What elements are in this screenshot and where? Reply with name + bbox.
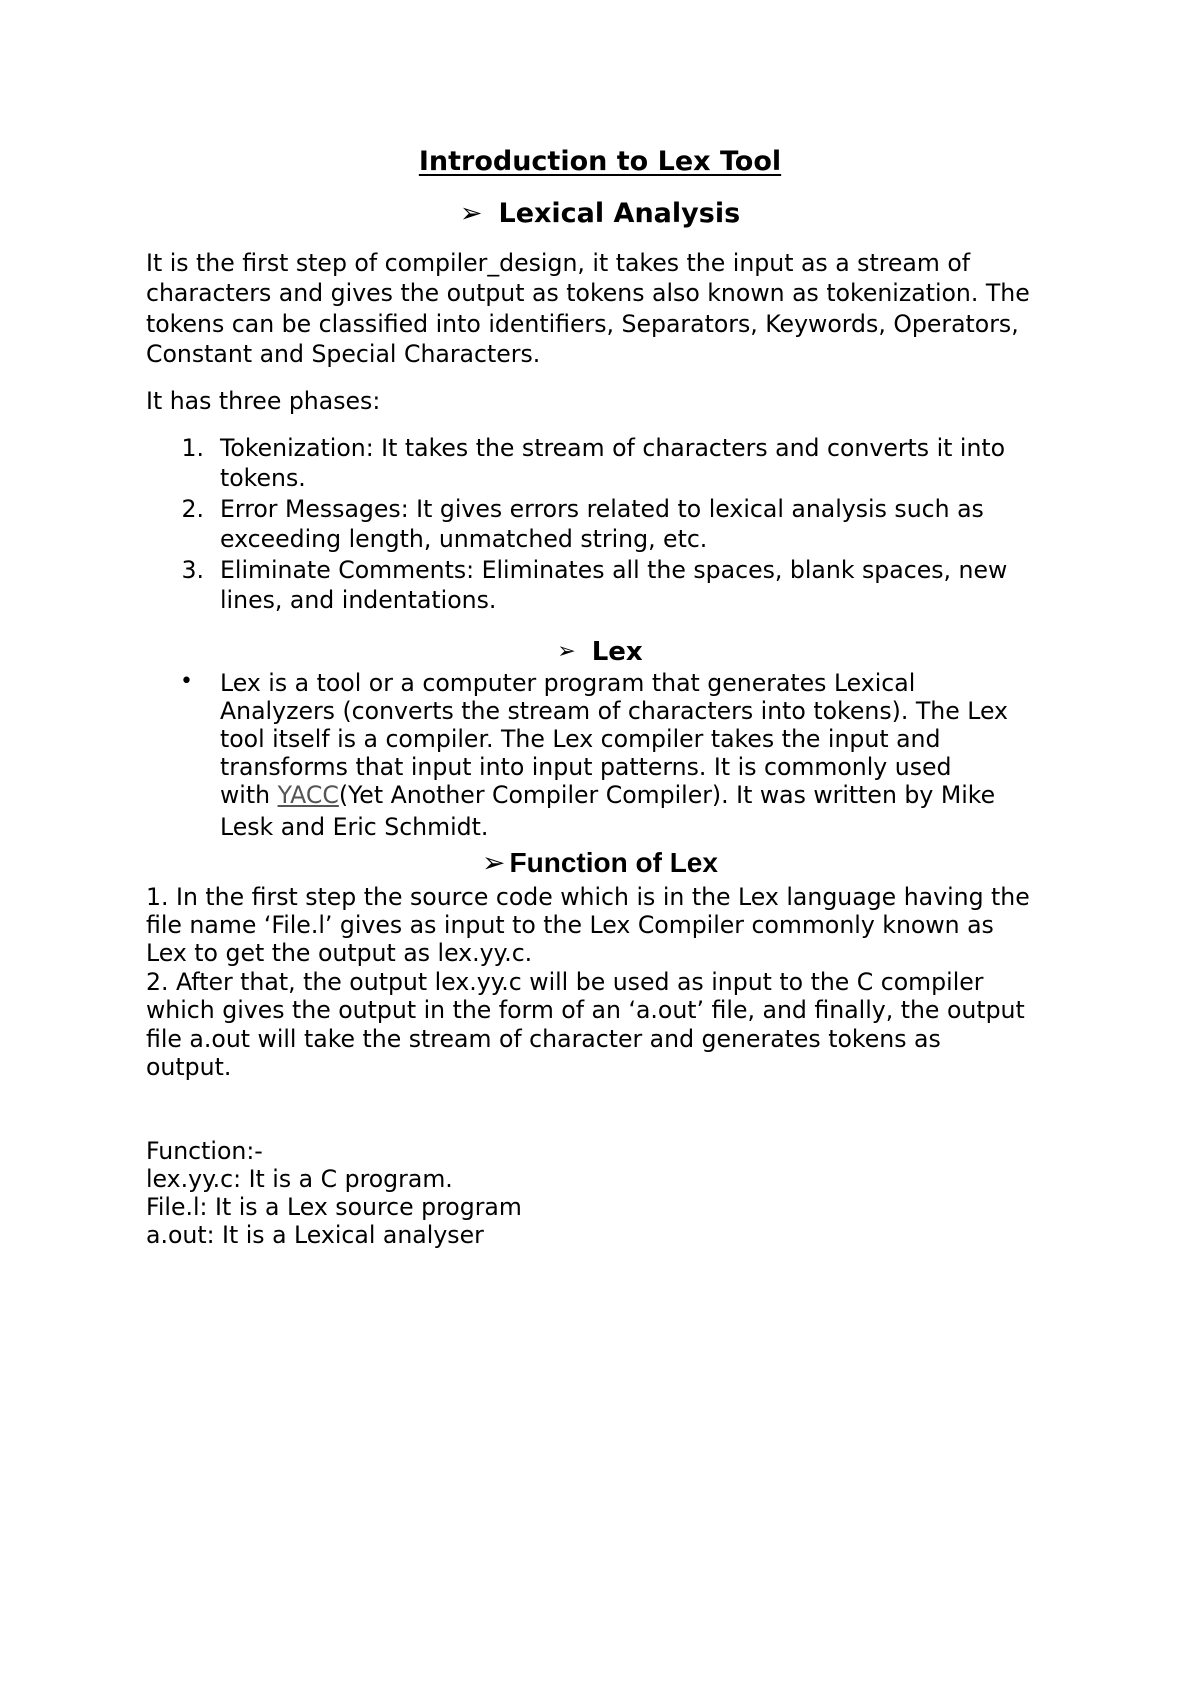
function-paragraph-line: output.	[146, 1053, 232, 1081]
phases-intro: It has three phases:	[146, 387, 381, 415]
bullet-text-suffix: (Yet Another Compiler Compiler). It was written by Mike	[338, 781, 996, 809]
bullet-icon: •	[180, 669, 193, 694]
function-item: File.l: It is a Lex source program	[146, 1193, 522, 1221]
list-item-text: tokens.	[220, 464, 306, 492]
arrow-bullet-icon: ➢	[459, 198, 483, 229]
function-paragraph-line: file a.out will take the stream of character and generates tokens as	[146, 1025, 941, 1053]
section-heading-function-of-lex	[0, 845, 1200, 881]
arrow-bullet-icon: ➢	[482, 846, 506, 879]
list-item-text: Tokenization: It takes the stream of characters and converts it into	[220, 434, 1006, 462]
list-item-number: 1.	[181, 434, 204, 462]
yacc-link[interactable]: YACC	[277, 781, 339, 809]
section-heading-text: Lex	[591, 637, 643, 667]
bullet-text-line	[220, 780, 995, 810]
paragraph-line: tokens can be classified into identifiers, Separators, Keywords, Operators,	[146, 310, 1019, 338]
function-item: a.out: It is a Lexical analyser	[146, 1221, 484, 1249]
list-item-text: Error Messages: It gives errors related to lexical analysis such as	[220, 495, 984, 523]
arrow-bullet-icon: ➢	[557, 639, 576, 664]
list-item-text: exceeding length, unmatched string, etc.	[220, 525, 708, 553]
paragraph-line: characters and gives the output as tokens also known as tokenization. The	[146, 279, 1030, 307]
bullet-text-line: Lex is a tool or a computer program that generates Lexical	[220, 669, 916, 697]
function-paragraph-line: file name ‘File.l’ gives as input to the Lex Compiler commonly known as	[146, 911, 994, 939]
bullet-text-line: Lesk and Eric Schmidt.	[220, 813, 489, 841]
list-item-number: 3.	[181, 556, 204, 584]
function-paragraph-line: 2. After that, the output lex.yy.c will be used as input to the C compiler	[146, 968, 984, 996]
function-paragraph-line: 1. In the first step the source code which is in the Lex language having the	[146, 883, 1030, 911]
function-item: lex.yy.c: It is a C program.	[146, 1165, 453, 1193]
bullet-text-line: transforms that input into input patterns. It is commonly used	[220, 753, 952, 781]
bullet-text-prefix: with	[220, 781, 278, 809]
functions-label: Function:-	[146, 1137, 263, 1165]
section-heading-lexical-analysis	[0, 196, 1200, 232]
bullet-text-line: tool itself is a compiler. The Lex compiler takes the input and	[220, 725, 941, 753]
bullet-text-line: Analyzers (converts the stream of characters into tokens). The Lex	[220, 697, 1009, 725]
section-heading-lex	[0, 634, 1200, 670]
paragraph-line: It is the first step of compiler_design, it takes the input as a stream of	[146, 249, 971, 277]
section-heading-text: Function of Lex	[509, 847, 718, 878]
section-heading-text: Lexical Analysis	[498, 198, 741, 229]
list-item-number: 2.	[181, 495, 204, 523]
function-paragraph-line: Lex to get the output as lex.yy.c.	[146, 939, 533, 967]
paragraph-line: Constant and Special Characters.	[146, 340, 541, 368]
document-title: Introduction to Lex Tool	[418, 146, 782, 177]
function-paragraph-line: which gives the output in the form of an ‘a.out’ file, and finally, the output	[146, 996, 1025, 1024]
list-item-text: lines, and indentations.	[220, 586, 497, 614]
list-item-text: Eliminate Comments: Eliminates all the spaces, blank spaces, new	[220, 556, 1008, 584]
